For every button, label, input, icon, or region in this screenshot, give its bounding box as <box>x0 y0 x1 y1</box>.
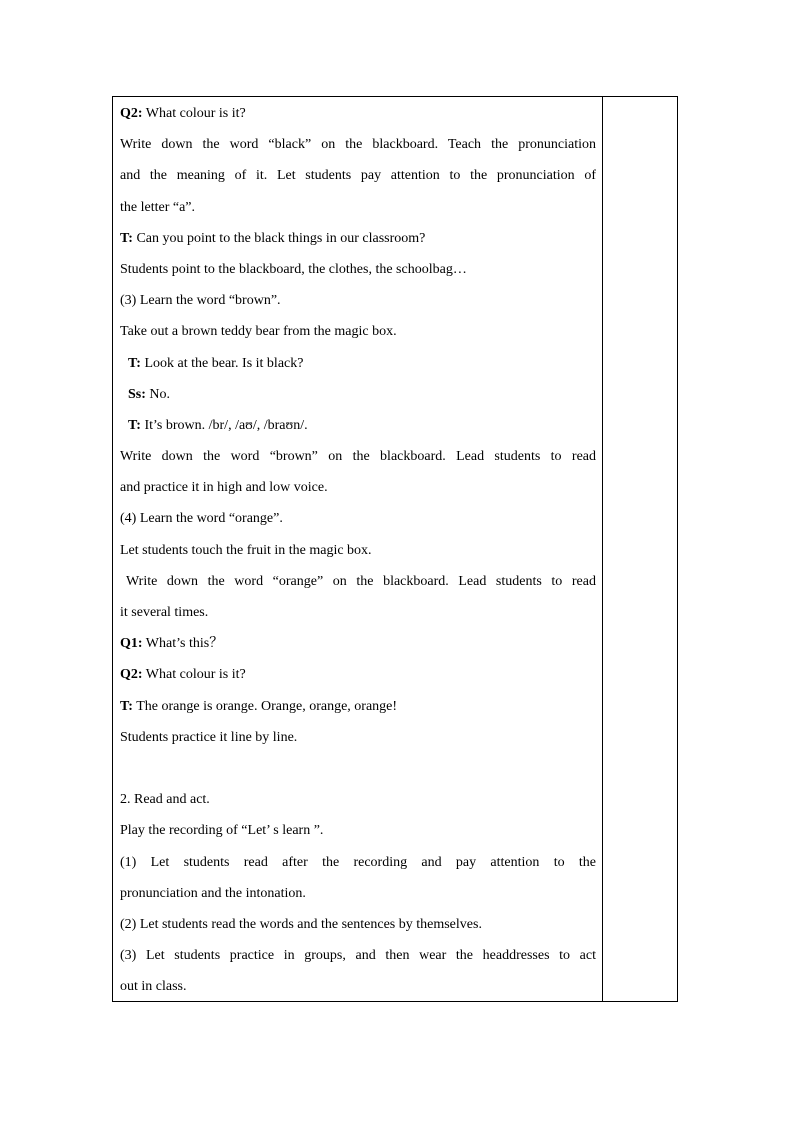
speaker-label: Ss: <box>128 386 146 402</box>
speaker-label: Q2: <box>120 667 143 683</box>
blank-line <box>120 753 596 784</box>
text-line <box>120 971 596 1002</box>
text-line <box>120 535 596 566</box>
line-text: What colour is it? <box>142 106 246 121</box>
line-text: Can you point to the black things in our classroom? <box>132 230 426 246</box>
line-text: and the meaning of it. Let students pay attention to the pronunciation of <box>120 168 596 184</box>
text-line <box>120 472 596 503</box>
text-line <box>120 503 596 534</box>
text-line <box>120 129 596 160</box>
text-line <box>120 940 596 971</box>
text-line <box>120 628 596 659</box>
line-text: Write down the word “black” on the blackboard. Teach the pronunciation <box>120 137 596 153</box>
line-text: Play the recording of “Let’ s learn ”. <box>120 823 324 839</box>
text-line <box>120 192 596 223</box>
line-text: It’s brown. /br/, /aʊ/, /braʊn/. <box>140 417 308 433</box>
text-line <box>120 909 596 940</box>
line-text: (3) Learn the word “brown”. <box>120 293 281 309</box>
text-line <box>120 878 596 909</box>
text-line <box>120 285 596 316</box>
line-text: pronunciation and the intonation. <box>120 885 306 901</box>
text-line <box>120 316 596 347</box>
text-line <box>120 659 596 690</box>
line-text: (2) Let students read the words and the sentences by themselves. <box>120 916 482 932</box>
text-line <box>120 566 596 597</box>
line-text: Students point to the blackboard, the clothes, the schoolbag… <box>120 261 467 277</box>
speaker-label: T: <box>128 417 141 433</box>
line-text: out in class. <box>120 979 187 995</box>
line-text: and practice it in high and low voice. <box>120 480 328 496</box>
text-line <box>120 691 596 722</box>
text-line <box>120 597 596 628</box>
speaker-label: Q2: <box>120 106 143 121</box>
section-heading <box>120 784 596 815</box>
text-line <box>120 379 596 410</box>
line-text: 2. Read and act. <box>120 792 210 808</box>
line-text: Look at the bear. Is it black? <box>140 355 304 371</box>
line-text: The orange is orange. Orange, orange, orange! <box>132 698 398 714</box>
line-text: the letter “a”. <box>120 199 196 215</box>
speaker-label: Q1: <box>120 636 143 652</box>
text-line <box>120 410 596 441</box>
text-line <box>120 223 596 254</box>
text-line <box>120 348 596 379</box>
line-text: What colour is it? <box>142 667 246 683</box>
text-line <box>120 441 596 472</box>
line-text: Write down the word “orange” on the blackboard. Lead students to read <box>126 573 596 589</box>
text-line <box>120 847 596 878</box>
speaker-label: T: <box>128 355 141 371</box>
text-line <box>120 722 596 753</box>
line-text: Students practice it line by line. <box>120 729 298 745</box>
line-text: Let students touch the fruit in the magic box. <box>120 542 372 558</box>
text-line <box>120 254 596 285</box>
line-text: Take out a brown teddy bear from the magic box. <box>120 324 397 340</box>
line-text: No. <box>145 386 171 402</box>
line-text: (3) Let students practice in groups, and then wear the headdresses to act <box>120 948 596 964</box>
text-line <box>120 98 596 129</box>
line-text: Write down the word “brown” on the blackboard. Lead students to read <box>120 449 596 465</box>
line-text: What’s this？ <box>142 636 224 652</box>
table-column-divider <box>602 96 603 1002</box>
text-line <box>120 160 596 191</box>
speaker-label: T: <box>120 230 133 246</box>
line-text: (4) Learn the word “orange”. <box>120 511 283 527</box>
lesson-content-cell <box>120 98 596 1002</box>
speaker-label: T: <box>120 698 133 714</box>
line-text: (1) Let students read after the recording and pay attention to the <box>120 854 596 870</box>
line-text: it several times. <box>120 605 209 620</box>
text-line <box>120 815 596 846</box>
